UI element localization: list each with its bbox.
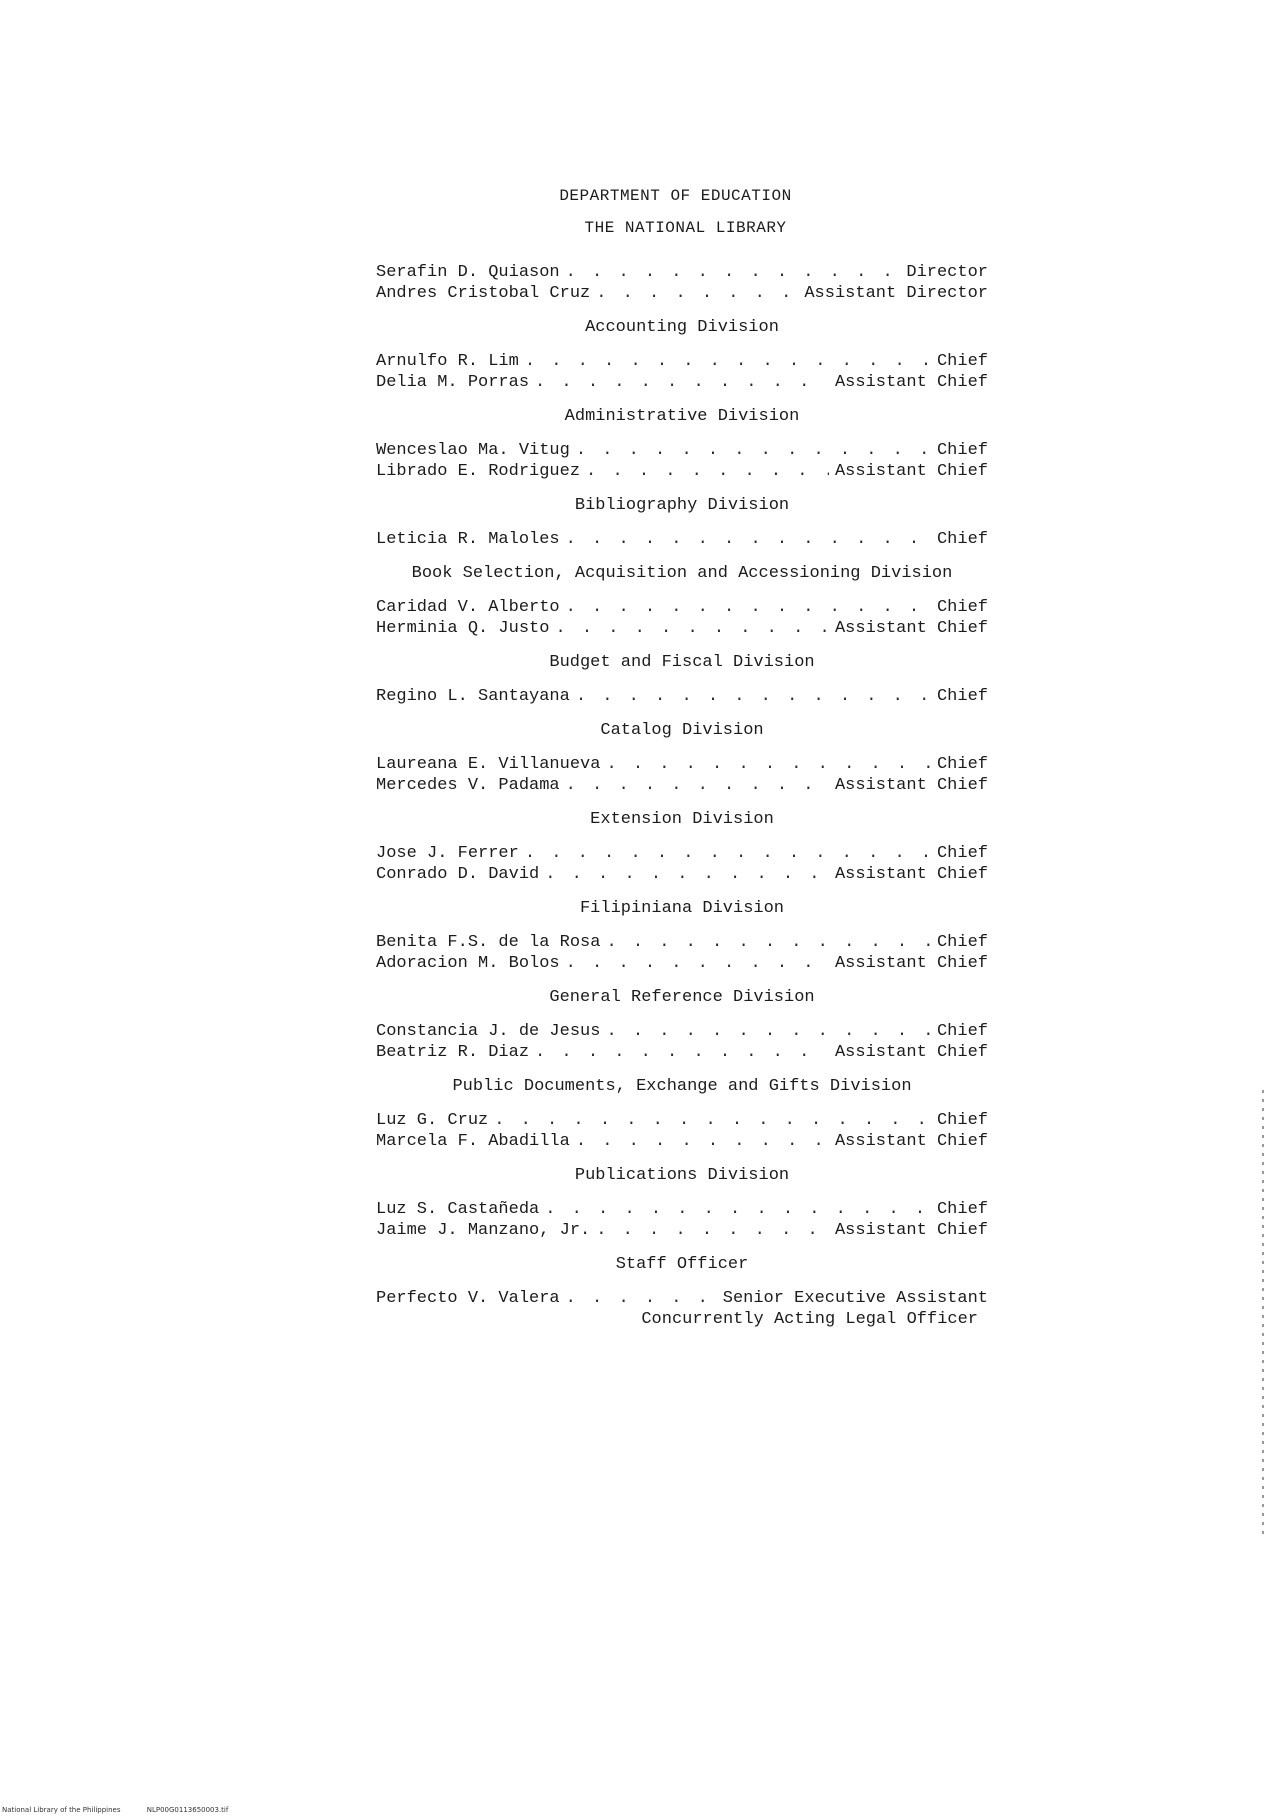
entry-title: Senior Executive Assistant [722,1289,988,1308]
entry-name: Librado E. Rodriguez [376,462,581,481]
dot-leader [606,1021,931,1042]
roster-entry [376,372,988,393]
dot-leader [606,932,931,953]
entry-name: Constancia J. de Jesus [376,1022,601,1041]
section-title: Administrative Division [564,407,800,426]
entry-title: Assistant Chief [834,954,988,973]
entry-title: Assistant Chief [834,1221,988,1240]
dot-leader [555,618,829,639]
entry-name: Mercedes V. Padama [376,776,560,795]
entry-title: Director [906,263,988,282]
dot-leader [566,597,931,618]
section-title: Extension Division [590,810,774,829]
dot-leader [576,686,931,707]
entry-name: Andres Cristobal Cruz [376,284,591,303]
entry-title: Chief [936,687,988,706]
roster-entry [376,461,988,482]
scan-footer [2,1806,252,1814]
entry-title: Chief [936,1111,988,1130]
roster-entry [376,440,988,461]
division-section [376,496,988,550]
dot-leader [576,440,931,461]
entry-name: Luz S. Castañeda [376,1200,540,1219]
entry-name: Caridad V. Alberto [376,598,560,617]
entry-name: Adoracion M. Bolos [376,954,560,973]
entry-name: Laureana E. Villanueva [376,755,601,774]
section-title: Publications Division [574,1166,790,1185]
entry-title: Chief [936,530,988,549]
entry-name: Regino L. Santayana [376,687,570,706]
entry-name: Luz G. Cruz [376,1111,489,1130]
section-title: Filipiniana Division [579,899,785,918]
roster-entry [376,262,988,283]
dot-leader [494,1110,931,1131]
staff-officer-section [376,1255,988,1330]
top-officials [376,262,988,304]
roster-entry [376,754,988,775]
entry-name: Conrado D. David [376,865,540,884]
dot-leader [566,1288,717,1309]
entry-name: Delia M. Porras [376,373,530,392]
entry-title: Assistant Chief [834,1132,988,1151]
entry-name: Wenceslao Ma. Vitug [376,441,570,460]
entry-title: Chief [936,844,988,863]
dot-leader [566,953,829,974]
roster-entry [376,953,988,974]
footer-source: National Library of the Philippines [2,1806,121,1814]
roster-entry [376,529,988,550]
entry-title: Assistant Director [804,284,988,303]
entry-name: Leticia R. Maloles [376,530,560,549]
entry-title: Assistant Chief [834,373,988,392]
scan-edge-mark [1262,1090,1264,1540]
dot-leader [535,372,829,393]
entry-name: Arnulfo R. Lim [376,352,519,371]
section-title: Public Documents, Exchange and Gifts Division [452,1077,912,1096]
entry-name: Jaime J. Manzano, Jr. [376,1221,591,1240]
dot-leader [566,529,931,550]
entry-title: Chief [936,933,988,952]
dot-leader [586,461,829,482]
roster-entry [376,1131,988,1152]
roster-entry [376,686,988,707]
entry-title: Chief [936,441,988,460]
concurrent-position: Concurrently Acting Legal Officer [641,1310,978,1329]
roster [376,262,988,1344]
roster-entry [376,1042,988,1063]
entry-title: Chief [936,755,988,774]
division-section [376,653,988,707]
roster-entry [376,864,988,885]
dot-leader [545,864,829,885]
entry-title: Assistant Chief [834,776,988,795]
dot-leader [596,283,798,304]
dot-leader [566,262,901,283]
dot-leader [606,754,931,775]
division-section [376,810,988,885]
entry-name: Benita F.S. de la Rosa [376,933,601,952]
entry-name: Serafin D. Quiason [376,263,560,282]
entry-name: Herminia Q. Justo [376,619,550,638]
roster-entry [376,1288,988,1309]
dot-leader [545,1199,931,1220]
section-title: Book Selection, Acquisition and Accessioning Division [411,564,953,583]
roster-entry [376,843,988,864]
division-section [376,988,988,1063]
roster-entry [376,1110,988,1131]
entry-title: Assistant Chief [834,865,988,884]
roster-entry [376,775,988,796]
division-section [376,721,988,796]
entry-title: Chief [936,598,988,617]
entry-name: Beatriz R. Diaz [376,1043,530,1062]
section-title: Catalog Division [600,721,764,740]
entry-title: Assistant Chief [834,462,988,481]
section-title: General Reference Division [549,988,815,1007]
division-section [376,407,988,482]
division-section [376,1077,988,1152]
footer-file: NLP00G0113650003.tif [146,1806,229,1814]
division-section [376,1166,988,1241]
section-title: Staff Officer [615,1255,749,1274]
dot-leader [596,1220,829,1241]
roster-entry [376,1220,988,1241]
section-title: Accounting Division [585,318,779,337]
division-section [376,318,988,393]
department-heading: DEPARTMENT OF EDUCATION [559,187,792,205]
division-section [376,564,988,639]
roster-entry [376,932,988,953]
dot-leader [525,351,931,372]
office-heading: THE NATIONAL LIBRARY [584,219,787,237]
entry-name: Marcela F. Abadilla [376,1132,570,1151]
entry-title: Chief [936,1200,988,1219]
dot-leader [576,1131,829,1152]
roster-entry [376,283,988,304]
entry-title: Assistant Chief [834,619,988,638]
section-title: Bibliography Division [574,496,790,515]
dot-leader [566,775,829,796]
division-list [376,318,988,1241]
roster-entry [376,618,988,639]
entry-name: Jose J. Ferrer [376,844,519,863]
entry-title: Assistant Chief [834,1043,988,1062]
entry-title: Chief [936,1022,988,1041]
division-section [376,899,988,974]
roster-entry [376,1199,988,1220]
dot-leader [535,1042,829,1063]
roster-entry [376,597,988,618]
dot-leader [525,843,931,864]
roster-entry [376,351,988,372]
entry-name: Perfecto V. Valera [376,1289,560,1308]
roster-entry [376,1021,988,1042]
section-title: Budget and Fiscal Division [549,653,815,672]
entry-title: Chief [936,352,988,371]
